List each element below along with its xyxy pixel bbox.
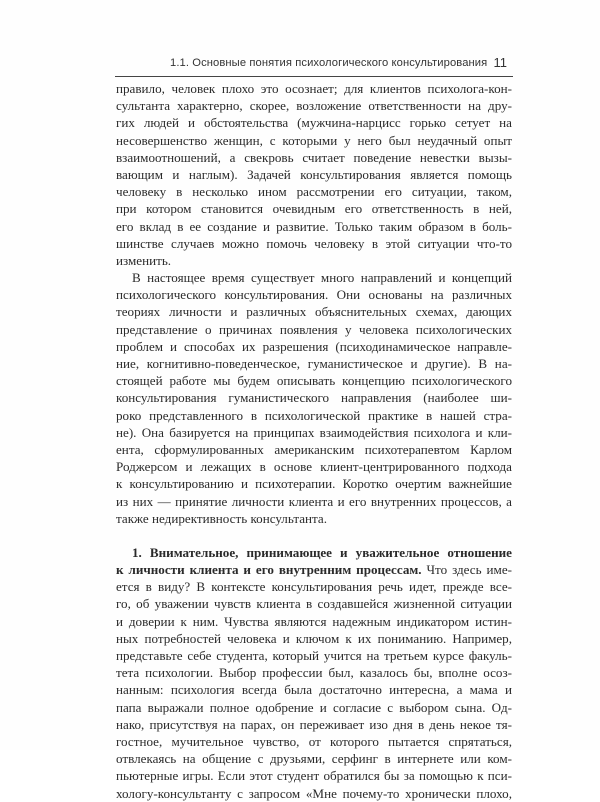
text-line: представьте себе студента, который учится на третьем курсе факуль-: [116, 648, 512, 663]
text-line: правило, человек плохо это осознает; для клиентов психолога-кон-: [116, 81, 512, 96]
page-number: 11: [493, 55, 507, 70]
text-line: отвлекаясь на общение с друзьями, серфинг в интернете или ком-: [116, 751, 512, 767]
text-line: не). Она базируется на принципах взаимодействия психолога и кли-: [116, 424, 512, 440]
text-line: при котором становится очевидным его ответственность в ней,: [116, 201, 512, 217]
paragraph-1: [116, 80, 512, 269]
text-line: Роджерсом и лежащих в основе клиент-центрированного подхода: [116, 459, 512, 475]
body-text: [116, 80, 512, 802]
text-line: В настоящее время существует много направлений и концепций: [132, 270, 512, 286]
text-line: гих людей и обстоятельства (мужчина-нарцисс горько сетует на: [116, 115, 512, 131]
text-line: представление о причинах появления у человека психологических: [116, 321, 512, 337]
running-header: [115, 56, 513, 77]
text-line: психологического консультирования. Они основаны на различных: [116, 287, 512, 303]
text-line: несовершенство женщин, с которыми у него был неудачный опыт: [116, 132, 512, 148]
text-line: го, об уважении чувств клиента в создавшейся жизненной ситуации: [116, 596, 512, 612]
text-line: и доверии к ним. Чувства являются надежным индикатором истин-: [116, 613, 512, 629]
text-line: роко представленного в психологической практике в нашей стра-: [116, 407, 512, 423]
text-line: взаимоотношений, а свекровь считает поведение невестки вызы-: [116, 149, 512, 165]
text-fragment: Что здесь име-: [421, 562, 512, 578]
text-line: нако, присутствуя на парах, он переживает изо дня в день некое тя-: [116, 716, 512, 732]
text-line: его вклад в ее создание и развитие. Только таким образом в боль-: [116, 218, 512, 234]
text-line: изменить.: [116, 252, 172, 268]
text-line: вающим и наглым). Задачей консультирования является помощь: [116, 166, 512, 182]
paragraph-3: [116, 544, 512, 802]
text-line: сультанта характерно, скорее, возложение ответственности на дру-: [116, 98, 512, 114]
section-heading-continuation: к личности клиента и его внутренним процессам.: [116, 562, 422, 578]
text-line: ние, когнитивно-поведенческое, гуманистическое и другие). В на-: [116, 356, 512, 371]
text-line: нанным: психология всегда была достаточно интересна, а мама и: [116, 682, 512, 698]
text-line: ента, сформулированных американским психотерапевтом Карлом: [116, 441, 512, 457]
text-line: теориях личности и различных объяснительных схемах, дающих: [116, 304, 512, 320]
text-line: из них — принятие личности клиента и его внутренних процессов, а: [116, 493, 512, 509]
text-line: тета психологии. Выбор профессии был, казалось бы, вполне осоз-: [116, 665, 512, 681]
text-line: ных потребностей человека и ключом к их пониманию. Например,: [116, 630, 512, 646]
paragraph-gap: [116, 527, 512, 544]
text-line: человеку в несколько ином рассмотрении его ситуации, таком,: [116, 184, 512, 200]
text-line: пьютерные игры. Если этот студент обратился бы за помощью к пси-: [116, 768, 512, 784]
text-line: папа выражали полное одобрение и согласие с выбором сына. Од-: [116, 699, 512, 715]
text-line: консультирования гуманистического направления (наиболее ши-: [116, 390, 512, 406]
text-line: также недирективность консультанта.: [116, 510, 327, 526]
paragraph-2: [116, 269, 512, 527]
text-line: [116, 561, 512, 578]
text-line: проблем и способах их разрешения (психодинамическое направле-: [116, 338, 512, 354]
text-line: к консультированию и психотерапии. Коротко очертим важнейшие: [116, 476, 512, 492]
text-line: гостное, мучительное чувство, от которого пытается спрятаться,: [116, 733, 512, 749]
text-line: ется в виду? В контексте консультирования речь идет, прежде все-: [116, 579, 512, 595]
section-heading-line: 1. Внимательное, принимающее и уважительное отношение: [132, 544, 512, 560]
text-line: стоящей работе мы будем описывать концепцию психологического: [116, 373, 512, 389]
text-line: шинстве случаев можно помочь человеку в этой ситуации что-то: [116, 235, 512, 251]
running-title: 1.1. Основные понятия психологического консультирования: [170, 57, 488, 69]
text-line: хологу-консультанту с запросом «Мне почему-то хронически плохо,: [116, 785, 512, 801]
